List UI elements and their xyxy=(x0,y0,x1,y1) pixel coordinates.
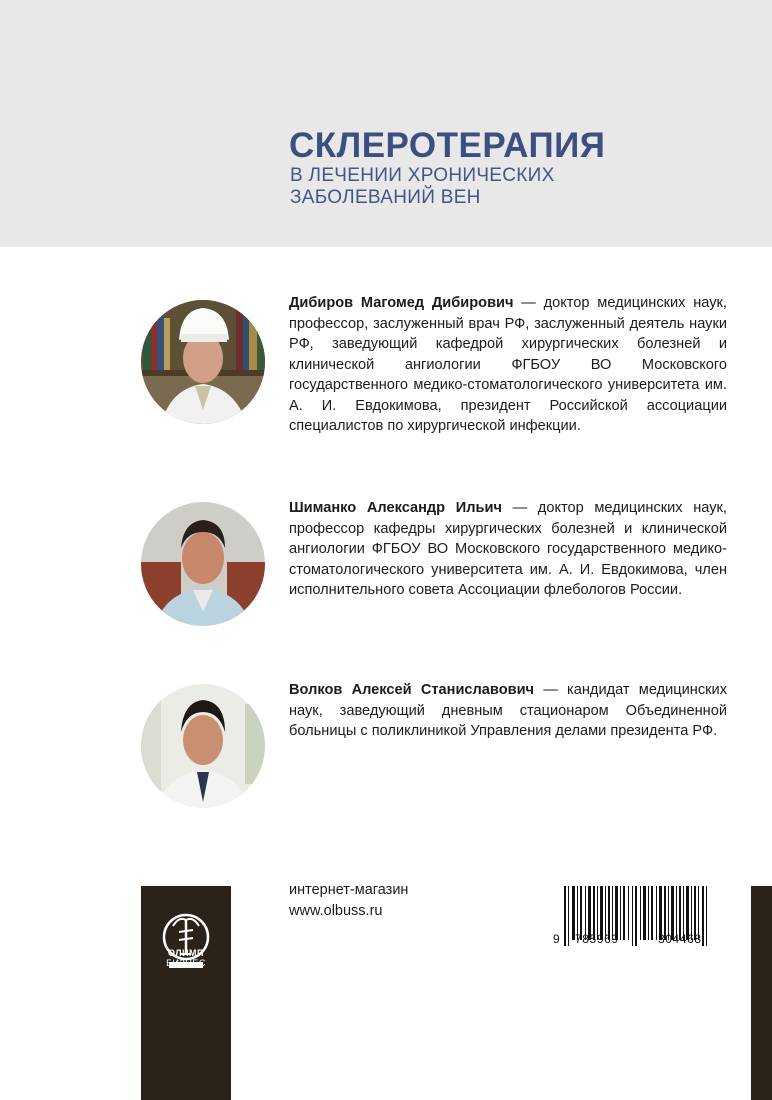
author-description: — доктор медицинских наук, профессор, заслуженный врач РФ, заслуженный деятель науки РФ, заведующий кафедрой хирургических болезней и клинической ангиологии ФГБОУ ВО Московского государственного медико-стоматологического университета им. А. И. Евдокимова, президент Российской ассоциации специалистов по хирургической инфекции. xyxy=(289,295,727,434)
shop-label: интернет-магазин xyxy=(289,882,409,898)
book-subtitle: В ЛЕЧЕНИИ ХРОНИЧЕСКИХ ЗАБОЛЕВАНИЙ ВЕН xyxy=(290,165,555,208)
edge-strip xyxy=(751,886,772,1100)
barcode xyxy=(552,886,722,958)
barcode-digits-left: 785969 xyxy=(575,932,619,946)
publisher-name: ОЛИМП xyxy=(167,948,205,958)
author-name: Дибиров Магомед Дибирович xyxy=(289,295,514,311)
shop-url[interactable]: www.olbuss.ru xyxy=(289,903,383,919)
author-bio-shimanko xyxy=(289,498,727,601)
author-photo-shimanko xyxy=(141,502,265,626)
book-title: СКЛЕРОТЕРАПИЯ xyxy=(289,126,606,165)
author-description: — доктор медицинских наук, профессор кафедры хирургических болезней и клинической ангиологии ФГБОУ ВО Московского государственного медико-стоматологического университета им. А. И. Евдокимова, член исполнительного совета Ассоциации флебологов России. xyxy=(289,500,727,598)
author-bio-dibirov xyxy=(289,293,727,437)
author-photo-dibirov xyxy=(141,300,265,424)
author-description: — кандидат медицинских наук, заведующий дневным стационаром Объединенной больницы с поликлиникой Управления делами президента РФ. xyxy=(289,682,727,739)
author-photo-volkov xyxy=(141,684,265,808)
barcode-digits-right: 304468 xyxy=(658,932,702,946)
shop-info xyxy=(289,880,408,922)
barcode-digit-prefix: 9 xyxy=(553,932,561,946)
header-band xyxy=(0,0,772,247)
author-name: Волков Алексей Станиславович xyxy=(289,682,535,698)
publisher-subname: БИЗНЕС xyxy=(166,958,206,968)
publisher-block xyxy=(141,886,231,1100)
author-bio-volkov xyxy=(289,680,727,742)
author-name: Шиманко Александр Ильич xyxy=(289,500,502,516)
